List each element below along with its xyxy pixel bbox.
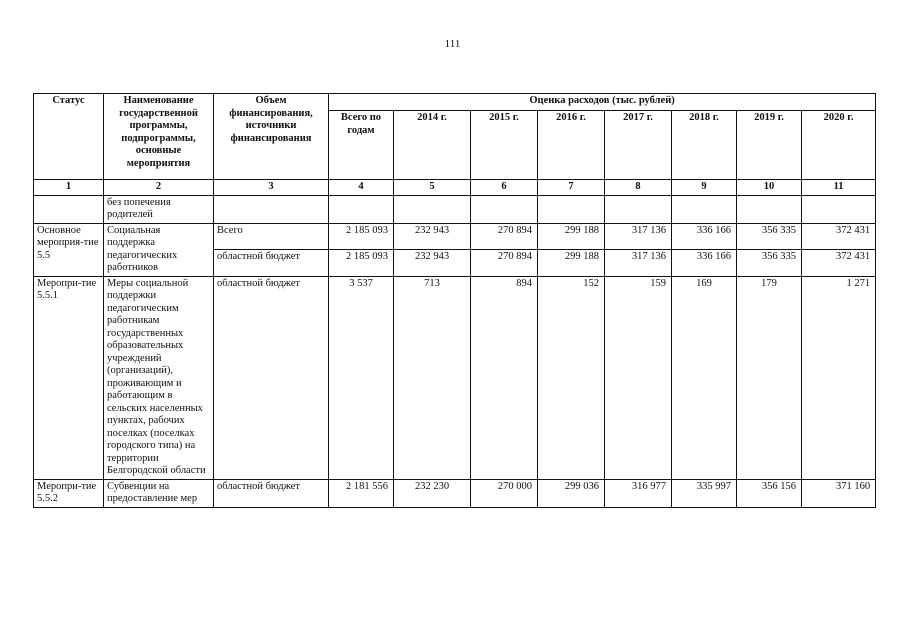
value-cell: 299 036 <box>538 479 605 507</box>
name-cell: Меры социальной поддержки педагогическим работникам государственных образовательных учреждений (организаций), проживающим и работающим в сельских населенных пунктах, рабочих поселках (поселках городского типа) на территории Белгородской области <box>104 276 214 479</box>
value-cell <box>737 195 802 223</box>
value-cell <box>802 195 876 223</box>
status-cell: Меропри-тие 5.5.2 <box>34 479 104 507</box>
name-cell: Социальная поддержка педагогических работников <box>104 223 214 276</box>
value-cell: 316 977 <box>605 479 672 507</box>
value-cell: 713 <box>394 276 471 479</box>
value-cell: 2 181 556 <box>329 479 394 507</box>
value-cell: 372 431 <box>802 223 876 250</box>
header-year: 2019 г. <box>737 111 802 180</box>
value-cell: 152 <box>538 276 605 479</box>
value-cell <box>329 195 394 223</box>
budget-table <box>33 93 876 508</box>
value-cell: 317 136 <box>605 250 672 277</box>
value-cell: 3 537 <box>329 276 394 479</box>
value-cell <box>471 195 538 223</box>
column-number: 5 <box>394 180 471 196</box>
value-cell: 270 000 <box>471 479 538 507</box>
status-cell <box>34 195 104 223</box>
column-number: 9 <box>672 180 737 196</box>
table-row <box>34 195 876 223</box>
column-number: 10 <box>737 180 802 196</box>
column-number: 1 <box>34 180 104 196</box>
header-row <box>34 94 876 111</box>
header-year: 2018 г. <box>672 111 737 180</box>
value-cell: 232 230 <box>394 479 471 507</box>
column-number-row <box>34 180 876 196</box>
name-cell: Субвенции на предоставление мер <box>104 479 214 507</box>
column-number: 11 <box>802 180 876 196</box>
table-row <box>34 276 876 479</box>
value-cell: 1 271 <box>802 276 876 479</box>
header-status: Статус <box>34 94 104 180</box>
value-cell: 317 136 <box>605 223 672 250</box>
value-cell: 894 <box>471 276 538 479</box>
header-estimate: Оценка расходов (тыс. рублей) <box>329 94 876 111</box>
value-cell: 270 894 <box>471 223 538 250</box>
column-number: 3 <box>214 180 329 196</box>
value-cell: 336 166 <box>672 250 737 277</box>
column-number: 8 <box>605 180 672 196</box>
value-cell: 2 185 093 <box>329 250 394 277</box>
source-cell <box>214 195 329 223</box>
source-cell: областной бюджет <box>214 479 329 507</box>
value-cell: 270 894 <box>471 250 538 277</box>
status-cell: Меропри-тие 5.5.1 <box>34 276 104 479</box>
table-row <box>34 479 876 507</box>
column-number: 6 <box>471 180 538 196</box>
header-volume: Объем финансирования, источники финансирования <box>214 94 329 180</box>
column-number: 7 <box>538 180 605 196</box>
column-number: 4 <box>329 180 394 196</box>
value-cell: 2 185 093 <box>329 223 394 250</box>
page-number: 111 <box>444 38 461 50</box>
value-cell <box>394 195 471 223</box>
value-cell: 336 166 <box>672 223 737 250</box>
value-cell: 335 997 <box>672 479 737 507</box>
value-cell: 372 431 <box>802 250 876 277</box>
value-cell: 356 335 <box>737 250 802 277</box>
value-cell: 169 <box>672 276 737 479</box>
value-cell: 299 188 <box>538 250 605 277</box>
header-name: Наименование государственной программы, подпрограммы, основные мероприятия <box>104 94 214 180</box>
value-cell: 371 160 <box>802 479 876 507</box>
value-cell: 356 335 <box>737 223 802 250</box>
value-cell <box>605 195 672 223</box>
value-cell: 232 943 <box>394 223 471 250</box>
value-cell: 232 943 <box>394 250 471 277</box>
source-cell: областной бюджет <box>214 250 329 277</box>
value-cell: 159 <box>605 276 672 479</box>
source-cell: Всего <box>214 223 329 250</box>
header-year: 2015 г. <box>471 111 538 180</box>
header-total: Всего по годам <box>329 111 394 180</box>
value-cell <box>538 195 605 223</box>
status-cell: Основное мероприя-тие 5.5 <box>34 223 104 276</box>
value-cell <box>672 195 737 223</box>
table-row <box>34 223 876 250</box>
header-year: 2020 г. <box>802 111 876 180</box>
value-cell: 179 <box>737 276 802 479</box>
column-number: 2 <box>104 180 214 196</box>
name-cell: без попечения родителей <box>104 195 214 223</box>
value-cell: 299 188 <box>538 223 605 250</box>
header-year: 2017 г. <box>605 111 672 180</box>
value-cell: 356 156 <box>737 479 802 507</box>
header-year: 2016 г. <box>538 111 605 180</box>
header-year: 2014 г. <box>394 111 471 180</box>
source-cell: областной бюджет <box>214 276 329 479</box>
